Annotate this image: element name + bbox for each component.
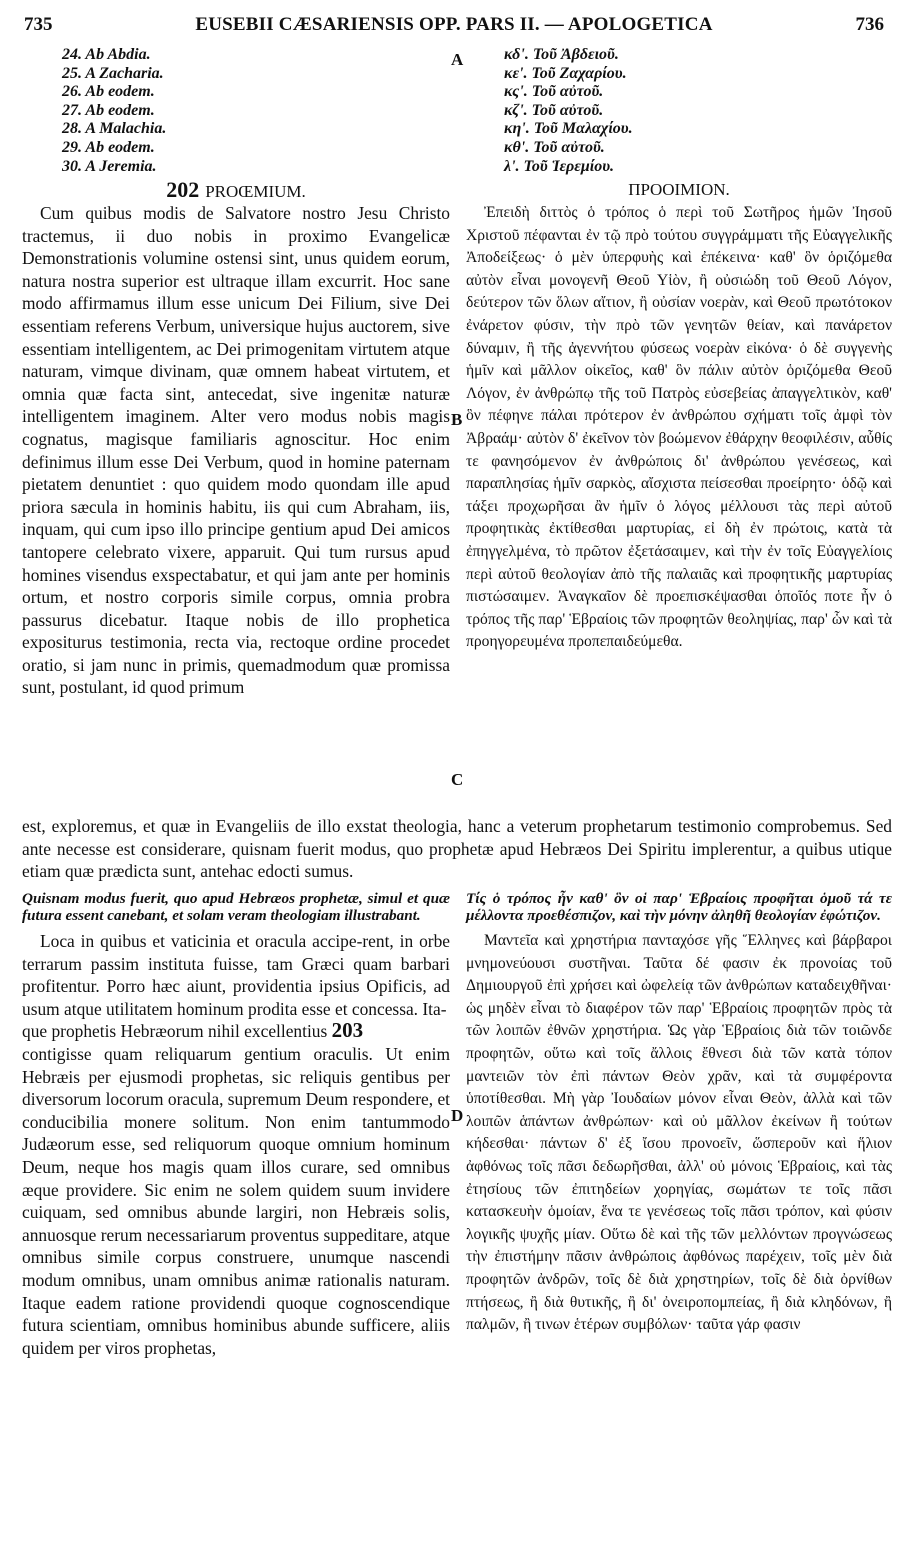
running-header: [24, 14, 884, 40]
list-item: κε'. Τοῦ Ζαχαρίου.: [504, 64, 627, 82]
list-item: 27. Ab eodem.: [62, 101, 155, 119]
list-item: κς'. Τοῦ αὐτοῦ.: [504, 83, 604, 101]
left-page-number: 735: [24, 14, 53, 35]
list-item: 29. Ab eodem.: [62, 138, 155, 156]
list-item: 26. Ab eodem.: [62, 83, 155, 101]
latin-section-heading: Quisnam modus fuerit, quo apud Hebræos prophetæ, simul et quæ futura essent canebant, et solam veram theologiam illustrabant.: [22, 890, 450, 924]
list-item: 28. A Malachia.: [62, 120, 167, 138]
margin-marker-b: B: [451, 410, 463, 429]
list-item: κδ'. Τοῦ Ἀβδειοῦ.: [504, 46, 619, 63]
column-number: 203: [331, 1018, 364, 1043]
list-item: 24. Ab Abdia.: [62, 46, 151, 63]
latin-line-text: que prophetis Hebræorum nihil excellentius: [22, 1021, 328, 1042]
margin-marker-c: C: [451, 770, 464, 789]
heading-text: PROŒMIUM.: [205, 182, 306, 201]
latin-paragraph: Cum quibus modis de Salvatore nostro Jesu Christo tractemus, ii duo nobis in proximo Evangelicæ Demonstrationis volumine ostensi sint, unus quidem eorum, natura nostra superior est ultraque illam excurrit. Hoc sane modo affirmamus illum esse unicum Dei Filium, sive Dei essentiam referens Verbum, universique hujus auctorem, sive essentiam intelligentem, ac Dei primogenitam virtutem atque naturam, vimque divinam, quæ omnem habeat virtutem, et omnia quæ facta sint, antecedat, sive ingenitæ naturæ intelligentem imaginem. Alter vero modus nobis magis cognatus, magisque familiaris agnoscitur. Hoc enim definimus illum esse Dei Verbum, quod in homine paternam pietatem denuntiet : quo quidem modo quondam ille apud priora sæcula in hominis habitu, iis qui cum Abraham, iis, inquam, qui cum ipso illo principe gentium apud Dei amicos tantopere celebrato vixere, apparuit. Qui tum rursus apud homines visendus exspectabatur, et qui jam ante per hominis ortum, et nostro corporis simile corpus, omnia probra passurus dicebatur. Itaque nobis de illo prophetica expositurus testimonia, recta via, rectoque ordine procedet oratio, si jam nunc in primis, quemadmodum quæ promissa sunt, postulant, id quod primum: [22, 203, 450, 698]
full-width-paragraph: est, exploremus, et quæ in Evangeliis de illo exstat theologia, hanc a veterum prophetarum testimonio comprobemus. Sed ante necesse est considerare, quisnam fuerit modus, quo prophetæ apud Hebræos Dei Spiritu implerentur, a quibus utique etiam quæ prædicta sunt, antehac edocti sumus.: [22, 816, 892, 882]
latin-column-bottom: [22, 890, 450, 1359]
list-item: λ'. Τοῦ Ἱερεμίου.: [504, 157, 615, 175]
list-item: 30. A Jeremia.: [62, 157, 157, 175]
list-item: κθ'. Τοῦ αὐτοῦ.: [504, 138, 605, 156]
latin-paragraph-cont: contigisse quam reliquarum gentium oraculis. Ut enim Hebræis per ejusmodi prophetas, sic reliquis gentibus per diversorum locorum oracula, supremum Deum respondere, et conducibilia monere solitum. Non enim tantummodo Judæorum esse, sed reliquorum quoque omnium hominum Deum, neque hos magis quam illos curare, sed omnibus æque providere. Sic enim ne solem quidem suum invidere cuiquam, sed omnibus abunde largiri, non Hebræis solis, annuosque rerum necessariarum proventus suppeditare, atque omnibus simile corpus construere, unumque nascendi modum omnibus, unam omnibus animæ rationalis naturam. Itaque eadem ratione providendi quoque cognoscendique futura scientiam, omnibus hominibus abunde sufficere, aliis quidem per viros prophetas,: [22, 1043, 450, 1358]
margin-marker-d: D: [451, 1106, 464, 1125]
greek-chapter-list: [504, 46, 804, 176]
latin-paragraph-cont: [22, 1020, 450, 1043]
margin-marker-a: A: [451, 50, 464, 69]
greek-heading: ΠΡΟΟΙΜΙΟΝ.: [628, 180, 730, 199]
list-item: 25. A Zacharia.: [62, 64, 164, 82]
greek-column-top: [466, 178, 892, 654]
greek-section-heading: Τίς ὁ τρόπος ἦν καθ' ὃν οἱ παρ' Ἑβραίοις προφῆται ὁμοῦ τά τε μέλλοντα προεθέσπιζον, καὶ τὴν μόνην ἀληθῆ θεολογίαν ἐφώτιζον.: [466, 890, 892, 924]
latin-heading: [22, 178, 450, 202]
greek-column-bottom: [466, 890, 892, 1337]
greek-paragraph: Μαντεῖα καὶ χρηστήρια πανταχόσε γῆς Ἕλληνες καὶ βάρβαροι μνημονεύουσι συστῆναι. Ταῦτα δέ φασιν ἐκ προνοίας τοῦ Δημιουργοῦ ἐπὶ χρήσει καὶ ὠφελείᾳ τῶν ἀνθρώπων καταδειχθῆναι· ὡς μηδὲν εἶναι τὸ διαφέρον τῶν παρ' Ἑβραίοις προφητῶν πρὸς τὰ τῶν λοιπῶν ἐθνῶν χρηστήρια. Ὡς γὰρ Ἑβραίοις διὰ τῶν τοιῶνδε προφητῶν, οὕτω καὶ τοῖς ἄλλοις ἔθνεσι διὰ τῶν κατὰ τόπον μαντειῶν τὸν ἐπὶ πάντων Θεὸν χρᾶν, καὶ τὰ συμφέροντα ὑποτίθεσθαι. Μὴ γὰρ Ἰουδαίων μόνον εἶναι Θεὸν, ἀλλὰ καὶ τῶν λοιπῶν ἁπάντων ἀνθρώπων· καὶ οὐ μᾶλλον ἐκείνων ἢ τούτων κήδεσθαι· πάντων δ' ἐξ ἴσου προνοεῖν, ὥσπεροῦν καὶ ἥλιον ἀφθόνως τοῖς πᾶσι δεδωρῆσθαι, ἀλλ' οὐ μόνοις Ἑβραίοις, καὶ τὰς ἐτησίους τῶν ἐπιτηδείων χορηγίας, σωμάτων τε τοῖς πᾶσι κατασκευὴν ὁμοίαν, ἕνα τε γενέσεως τοῖς πᾶσι τρόπον, καὶ φύσιν λογικῆς ψυχῆς μίαν. Οὕτω δὲ καὶ τῆς τῶν μελλόντων προγνώσεως τὴν ἐπιστήμην πᾶσιν ἀνθρώποις ἀφθόνως παρέχειν, τοῖς μὲν διὰ προφητῶν ἀνδρῶν, τοῖς δὲ διὰ χρηστηρίων, τοῖς δὲ διὰ ὀρνίθων πτήσεως, ἢ διὰ θυτικῆς, ἢ δι' ὀνειροπομπείας, ἢ διὰ κληδόνων, ἢ παλμῶν, ἢ τινων ἑτέρων συμβόλων· ταῦτα γάρ φασιν: [466, 932, 892, 1334]
list-item: κζ'. Τοῦ αὐτοῦ.: [504, 101, 604, 119]
column-number: 202: [166, 177, 200, 202]
latin-chapter-list: [62, 46, 362, 176]
latin-column-top: [22, 178, 450, 699]
greek-paragraph: Ἐπειδὴ διττὸς ὁ τρόπος ὁ περὶ τοῦ Σωτῆρος ἡμῶν Ἰησοῦ Χριστοῦ πέφανται ἐν τῷ πρὸ τούτου συγγράμματι τῆς Εὐαγγελικῆς Ἀποδείξεως· ὁ μὲν ὑπερφυὴς καὶ ἐπέκεινα· καθ' ὃν ὁριζόμεθα αὐτὸν εἶναι μονογενῆ Θεοῦ Υἱὸν, ἢ οὐσιώδη τοῦ Θεοῦ Λόγον, δεύτερον τῶν ὅλων αἴτιον, ἢ οὐσίαν νοερὰν, καὶ Θεοῦ πρωτότοκον ἐνάρετον φύσιν, τὴν πρὸ τῶν γενητῶν θείαν, καὶ πανάρετον δύναμιν, ἢ τῆς ἀγεννήτου φύσεως νοερὰν εἰκόνα· ὁ δὲ συγγενὴς ἡμῖν καὶ μᾶλλον οἰκεῖος, καθ' ὃν πάλιν αὐτὸν ὁριζόμεθα Θεοῦ Λόγον, ἐν ἀνθρώπῳ τῆς τοῦ Πατρὸς εὐσεβείας ἀπαγγελτικὸν, καθ' ὃν πέφηνε πάλαι πρότερον ἐν ἀνθρώπου σχήματι τοῖς ἀμφὶ τὸν Ἀβραάμ· αὐτὸν δ' ἐκεῖνον τὸν βοώμενον ἐθάρχην θεοφιλέσιν, αὖθίς τε φανησόμενον ἐν ἀνθρώποις δι' ἀνθρώπου γενέσεως, καὶ παραπλησίας ἡμῖν σαρκὸς, αἴσχιστα πείσεσθαι προείρητο· ὁδῷ καὶ τάξει προχωρῆσαι ἂν ἡμῖν ὁ λόγος μέλλουσι τὰς περὶ αὐτοῦ προφητικὰς ἐκτίθεσθαι μαρτυρίας, εἰ δὴ ἐν πρώτοις, κατὰ τὰ ἐπηγγελμένα, τὸ πρῶτον ἐξετάσαιμεν, καὶ τὴν ἐν τοῖς Εὐαγγελίοις περὶ αὐτοῦ θεολογίαν ἀπὸ τῆς παλαιᾶς καὶ προφητικῆς μαρτυρίας πιστώσαιμεν. Ἀναγκαῖον δὲ προεπισκέψασθαι ὁποῖός ποτε ἦν ὁ τρόπος τῆς παρ' Ἑβραίοις τῶν προφητῶν θεοληψίας, παρ' ὧν καὶ τὰ προηγορευμένα προπεπαιδεύμεθα.: [466, 204, 892, 651]
list-item: κη'. Τοῦ Μαλαχίου.: [504, 120, 633, 138]
right-page-number: 736: [855, 14, 884, 35]
latin-paragraph: Loca in quibus et vaticinia et oracula accipe-rent, in orbe terrarum passim instituta fuisse, tam Græci quam barbari profitentur. Porro hæc aiunt, providentia ipsius Opificis, ad usum atque utilitatem hominum prodita esse et concessa. Ita-: [22, 931, 450, 1019]
running-title: EUSEBII CÆSARIENSIS OPP. PARS II. — APOLOGETICA: [195, 14, 713, 35]
